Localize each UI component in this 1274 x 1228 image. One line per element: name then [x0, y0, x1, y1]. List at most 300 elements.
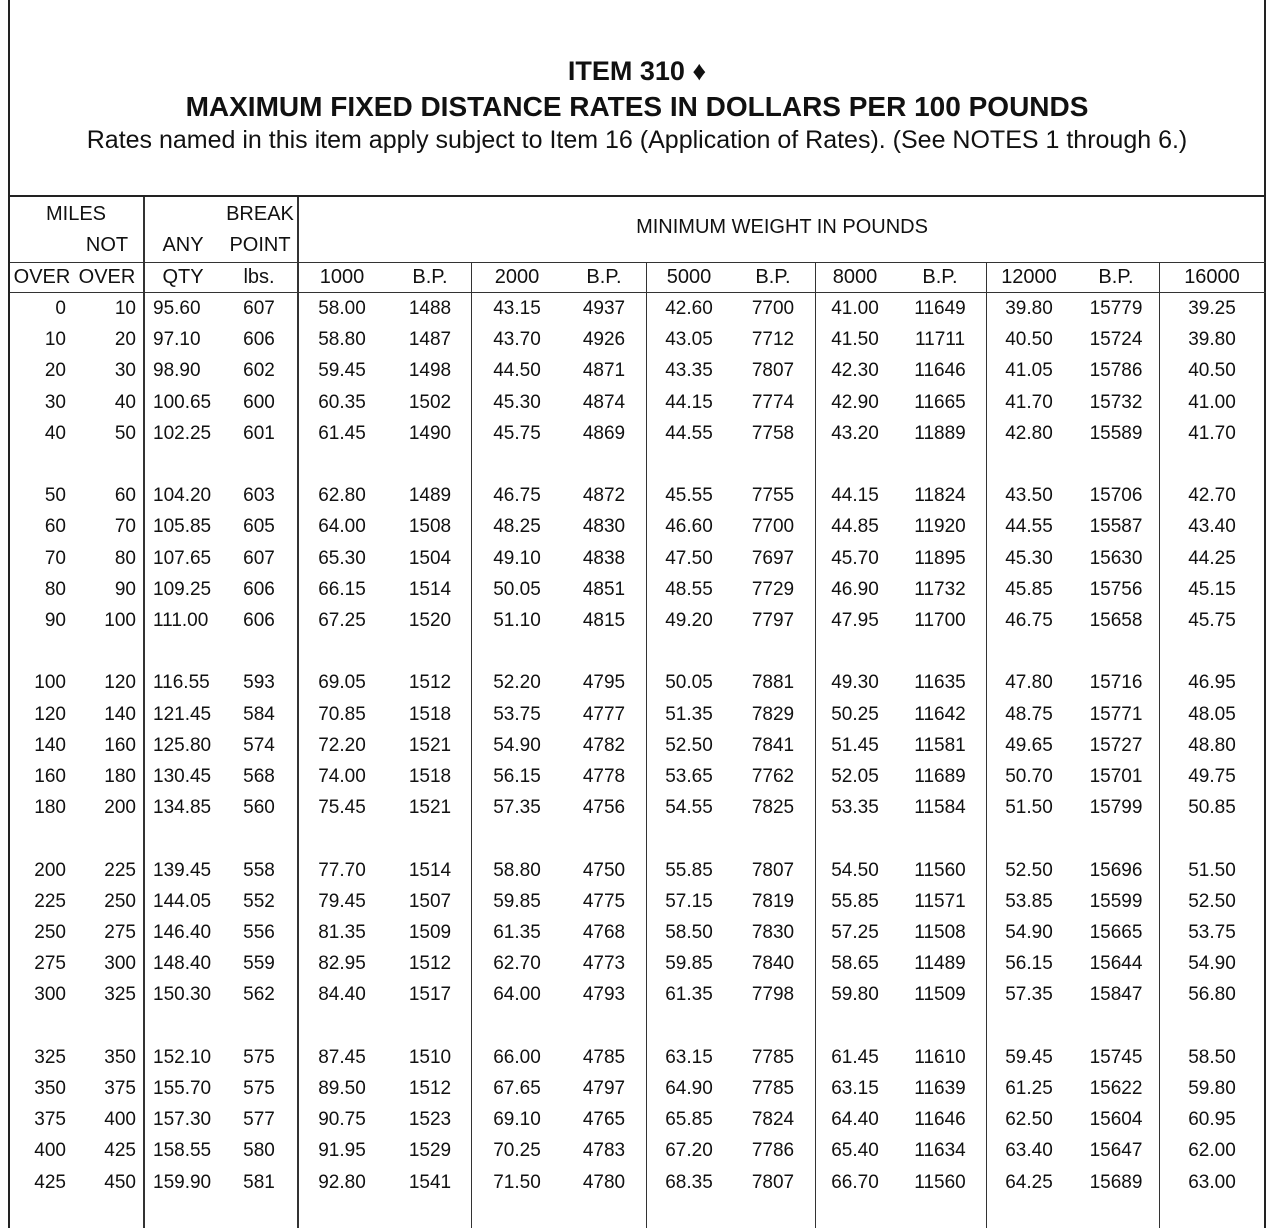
table-cell: 7881 — [751, 672, 795, 694]
table-cell: 44.25 — [1188, 547, 1236, 569]
table-cell: 140 — [34, 734, 66, 756]
table-cell: 102.25 — [153, 422, 212, 444]
table-cell: 74.00 — [318, 766, 366, 787]
table-cell: 30 — [44, 391, 66, 413]
table-cell: 601 — [243, 422, 275, 444]
table-cell: 375 — [104, 1078, 136, 1099]
table-cell: 45.30 — [493, 391, 541, 413]
table-cell: 568 — [243, 766, 275, 787]
table-cell: 52.50 — [1188, 890, 1236, 912]
table-cell: 63.40 — [1005, 1140, 1053, 1162]
table-cell: 15732 — [1089, 391, 1143, 413]
table-cell: 51.45 — [831, 734, 879, 756]
table-cell: 4874 — [582, 391, 626, 413]
table-cell: 20 — [114, 329, 136, 351]
table-cell: 69.10 — [493, 1109, 541, 1131]
table-cell: 603 — [243, 485, 275, 507]
table-cell: 1541 — [408, 1171, 452, 1193]
table-cell: 120 — [104, 672, 136, 694]
table-cell: 50 — [114, 422, 136, 444]
table-cell: 100 — [34, 672, 66, 694]
table-cell: 15689 — [1089, 1171, 1143, 1193]
table-cell: 7840 — [751, 953, 795, 975]
table-cell: 11489 — [914, 953, 966, 975]
table-cell: 150.30 — [153, 984, 212, 1006]
table-cell: 1514 — [408, 859, 452, 881]
table-cell: 4937 — [582, 298, 626, 319]
table-cell: 15589 — [1089, 422, 1143, 444]
table-cell: 15587 — [1089, 516, 1143, 538]
table-cell: 57.25 — [831, 922, 879, 943]
table-cell: 4838 — [582, 547, 626, 569]
table-cell: 44.15 — [831, 485, 879, 507]
table-cell: 11700 — [914, 610, 966, 631]
table-cell: 56.80 — [1188, 984, 1236, 1006]
table-cell: 84.40 — [318, 984, 366, 1006]
table-cell: 54.90 — [1005, 922, 1053, 943]
table-cell: 47.50 — [665, 547, 713, 569]
table-cell: 61.35 — [493, 922, 541, 943]
table-cell: 602 — [243, 360, 275, 382]
table-cell: 146.40 — [153, 922, 212, 943]
table-cell: 15696 — [1089, 859, 1143, 881]
table-cell: 70.25 — [493, 1140, 541, 1162]
table-cell: 15665 — [1089, 922, 1143, 943]
table-cell: 55.85 — [831, 890, 879, 912]
table-cell: 82.95 — [318, 953, 366, 975]
table-cell: 61.25 — [1005, 1078, 1053, 1099]
table-cell: 4785 — [582, 1046, 626, 1068]
table-cell: 98.90 — [153, 360, 201, 382]
table-cell: 1502 — [408, 391, 452, 413]
table-cell: 1507 — [408, 890, 452, 912]
column-divider — [297, 197, 299, 1228]
table-cell: 89.50 — [318, 1078, 366, 1099]
column-header: 2000 — [494, 266, 540, 288]
column-divider — [986, 262, 987, 1228]
table-cell: 148.40 — [153, 953, 212, 975]
table-cell: 61.45 — [831, 1046, 879, 1068]
row-divider — [10, 262, 1266, 263]
column-divider — [1159, 262, 1160, 1228]
table-cell: 1529 — [408, 1140, 452, 1162]
table-cell: 50.05 — [665, 672, 713, 694]
table-cell: 45.15 — [1188, 578, 1236, 600]
table-cell: 66.15 — [318, 578, 366, 600]
table-cell: 558 — [243, 859, 275, 881]
table-cell: 45.30 — [1005, 547, 1053, 569]
table-cell: 116.55 — [153, 672, 210, 694]
table-cell: 15604 — [1089, 1109, 1143, 1131]
table-cell: 1520 — [408, 610, 452, 631]
table-cell: 15706 — [1089, 485, 1143, 507]
table-cell: 11689 — [914, 766, 966, 787]
table-cell: 42.60 — [665, 298, 713, 319]
column-header: 12000 — [1001, 266, 1057, 288]
table-cell: 15779 — [1089, 298, 1143, 319]
not-header: NOT — [85, 234, 129, 256]
table-cell: 559 — [243, 953, 275, 975]
table-cell: 70 — [114, 516, 136, 538]
table-cell: 4851 — [582, 578, 626, 600]
table-cell: 51.10 — [493, 610, 541, 631]
column-header: lbs. — [243, 266, 275, 288]
table-cell: 577 — [243, 1109, 275, 1131]
table-cell: 48.25 — [493, 516, 541, 538]
point-header: POINT — [229, 234, 291, 256]
column-header: 16000 — [1184, 266, 1240, 288]
table-cell: 44.50 — [493, 360, 541, 382]
table-cell: 57.35 — [493, 797, 541, 819]
table-cell: 57.15 — [665, 890, 713, 912]
table-cell: 62.50 — [1005, 1109, 1053, 1131]
table-cell: 11509 — [914, 984, 966, 1006]
table-cell: 11824 — [914, 485, 966, 507]
table-cell: 44.15 — [665, 391, 713, 413]
table-cell: 40.50 — [1188, 360, 1236, 382]
table-cell: 4830 — [582, 516, 626, 538]
table-cell: 43.05 — [665, 329, 713, 351]
table-cell: 7786 — [751, 1140, 795, 1162]
table-cell: 52.50 — [1005, 859, 1053, 881]
table-cell: 580 — [243, 1140, 275, 1162]
table-cell: 64.00 — [493, 984, 541, 1006]
table-cell: 4815 — [582, 610, 626, 631]
table-cell: 56.15 — [1005, 953, 1053, 975]
table-cell: 100 — [104, 610, 136, 631]
table-cell: 4778 — [582, 766, 626, 787]
table-cell: 1490 — [408, 422, 452, 444]
table-cell: 80 — [44, 578, 66, 600]
table-cell: 4871 — [582, 360, 626, 382]
table-cell: 4775 — [582, 890, 626, 912]
table-cell: 15622 — [1089, 1078, 1143, 1099]
table-cell: 7785 — [751, 1046, 795, 1068]
table-cell: 15647 — [1089, 1140, 1143, 1162]
table-cell: 1518 — [408, 703, 452, 725]
table-cell: 48.80 — [1188, 734, 1236, 756]
table-cell: 69.05 — [318, 672, 366, 694]
table-cell: 54.90 — [1188, 953, 1236, 975]
table-cell: 63.15 — [831, 1078, 879, 1099]
table-cell: 160 — [34, 766, 66, 787]
table-cell: 41.70 — [1005, 391, 1053, 413]
table-cell: 225 — [34, 890, 66, 912]
table-cell: 71.50 — [493, 1171, 541, 1193]
table-cell: 11581 — [914, 734, 966, 756]
table-cell: 1521 — [408, 734, 452, 756]
table-cell: 11571 — [914, 890, 966, 912]
column-header: 1000 — [319, 266, 365, 288]
table-cell: 50.70 — [1005, 766, 1053, 787]
table-cell: 15724 — [1089, 329, 1143, 351]
table-cell: 560 — [243, 797, 275, 819]
table-cell: 80 — [114, 547, 136, 569]
table-cell: 60 — [44, 516, 66, 538]
table-cell: 4777 — [582, 703, 626, 725]
table-cell: 121.45 — [153, 703, 212, 725]
table-cell: 43.70 — [493, 329, 541, 351]
table-cell: 275 — [34, 953, 66, 975]
table-cell: 11665 — [914, 391, 966, 413]
table-cell: 111.00 — [153, 610, 209, 631]
column-header: 5000 — [666, 266, 712, 288]
table-cell: 1488 — [408, 298, 452, 319]
table-cell: 39.80 — [1005, 298, 1053, 319]
table-cell: 7762 — [751, 766, 795, 787]
table-cell: 606 — [243, 329, 275, 351]
table-cell: 575 — [243, 1046, 275, 1068]
table-cell: 50.05 — [493, 578, 541, 600]
table-cell: 79.45 — [318, 890, 366, 912]
table-cell: 1508 — [408, 516, 452, 538]
table-cell: 58.50 — [665, 922, 713, 943]
table-cell: 45.55 — [665, 485, 713, 507]
table-cell: 51.50 — [1188, 859, 1236, 881]
table-cell: 45.75 — [493, 422, 541, 444]
table-cell: 49.30 — [831, 672, 879, 694]
table-cell: 15771 — [1089, 703, 1143, 725]
table-cell: 158.55 — [153, 1140, 212, 1162]
column-header: OVER — [13, 266, 71, 288]
table-cell: 43.20 — [831, 422, 879, 444]
table-cell: 15756 — [1089, 578, 1143, 600]
table-cell: 48.05 — [1188, 703, 1236, 725]
table-cell: 59.85 — [665, 953, 713, 975]
table-cell: 400 — [34, 1140, 66, 1162]
table-cell: 61.45 — [318, 422, 366, 444]
table-cell: 15786 — [1089, 360, 1143, 382]
table-cell: 425 — [34, 1171, 66, 1193]
column-header: 8000 — [832, 266, 878, 288]
table-cell: 152.10 — [153, 1046, 212, 1068]
table-cell: 64.00 — [318, 516, 366, 538]
column-header: B.P. — [1098, 266, 1134, 288]
table-cell: 63.00 — [1188, 1171, 1236, 1193]
table-cell: 64.90 — [665, 1078, 713, 1099]
table-cell: 104.20 — [153, 485, 212, 507]
table-cell: 62.80 — [318, 485, 366, 507]
table-cell: 4926 — [582, 329, 626, 351]
table-cell: 53.75 — [493, 703, 541, 725]
table-cell: 4783 — [582, 1140, 626, 1162]
item-header — [10, 0, 1264, 197]
table-cell: 4872 — [582, 485, 626, 507]
table-cell: 68.35 — [665, 1171, 713, 1193]
table-cell: 54.55 — [665, 797, 713, 819]
table-cell: 58.65 — [831, 953, 879, 975]
table-cell: 87.45 — [318, 1046, 366, 1068]
table-cell: 1498 — [408, 360, 452, 382]
table-cell: 4795 — [582, 672, 626, 694]
table-cell: 375 — [34, 1109, 66, 1131]
table-cell: 46.75 — [1005, 610, 1053, 631]
table-cell: 75.45 — [318, 797, 366, 819]
table-cell: 42.90 — [831, 391, 879, 413]
table-cell: 45.85 — [1005, 578, 1053, 600]
table-cell: 63.15 — [665, 1046, 713, 1068]
table-cell: 350 — [104, 1046, 136, 1068]
table-cell: 7712 — [751, 329, 795, 351]
column-header: B.P. — [412, 266, 448, 288]
table-cell: 66.70 — [831, 1171, 879, 1193]
item-number: ITEM 310 ♦ — [567, 56, 707, 86]
table-cell: 1509 — [408, 922, 452, 943]
table-cell: 44.55 — [665, 422, 713, 444]
table-cell: 54.90 — [493, 734, 541, 756]
table-cell: 59.80 — [1188, 1078, 1236, 1099]
table-cell: 48.55 — [665, 578, 713, 600]
table-cell: 90 — [114, 578, 136, 600]
break-header: BREAK — [226, 203, 294, 225]
table-cell: 49.65 — [1005, 734, 1053, 756]
table-cell: 7830 — [751, 922, 795, 943]
table-cell: 10 — [44, 329, 66, 351]
min-weight-header: MINIMUM WEIGHT IN POUNDS — [636, 216, 928, 238]
table-cell: 1504 — [408, 547, 452, 569]
table-cell: 7797 — [751, 610, 795, 631]
table-cell: 45.75 — [1188, 610, 1236, 631]
table-cell: 77.70 — [318, 859, 366, 881]
table-cell: 65.40 — [831, 1140, 879, 1162]
table-cell: 43.40 — [1188, 516, 1236, 538]
table-cell: 91.95 — [318, 1140, 366, 1162]
table-cell: 20 — [44, 360, 66, 382]
table-cell: 52.20 — [493, 672, 541, 694]
column-divider — [815, 262, 816, 1228]
table-cell: 65.85 — [665, 1109, 713, 1131]
table-cell: 581 — [243, 1171, 275, 1193]
table-cell: 160 — [104, 734, 136, 756]
table-cell: 55.85 — [665, 859, 713, 881]
table-cell: 15847 — [1089, 984, 1143, 1006]
table-cell: 62.70 — [493, 953, 541, 975]
table-cell: 49.75 — [1188, 766, 1236, 787]
table-cell: 425 — [104, 1140, 136, 1162]
table-cell: 350 — [34, 1078, 66, 1099]
table-cell: 7700 — [751, 516, 795, 538]
table-cell: 605 — [243, 516, 275, 538]
table-cell: 43.50 — [1005, 485, 1053, 507]
table-cell: 7807 — [751, 360, 795, 382]
table-cell: 105.85 — [153, 516, 212, 538]
table-cell: 4793 — [582, 984, 626, 1006]
table-cell: 52.50 — [665, 734, 713, 756]
table-cell: 11889 — [914, 422, 966, 444]
table-cell: 56.15 — [493, 766, 541, 787]
table-cell: 51.35 — [665, 703, 713, 725]
table-cell: 46.60 — [665, 516, 713, 538]
table-cell: 41.50 — [831, 329, 879, 351]
table-cell: 67.65 — [493, 1078, 541, 1099]
table-cell: 593 — [243, 672, 275, 694]
column-header: OVER — [78, 266, 136, 288]
table-cell: 61.35 — [665, 984, 713, 1006]
table-cell: 58.80 — [318, 329, 366, 351]
table-cell: 109.25 — [153, 578, 212, 600]
table-cell: 44.85 — [831, 516, 879, 538]
table-cell: 325 — [34, 1046, 66, 1068]
table-cell: 15701 — [1089, 766, 1143, 787]
table-cell: 53.75 — [1188, 922, 1236, 943]
table-cell: 4765 — [582, 1109, 626, 1131]
table-cell: 60.35 — [318, 391, 366, 413]
table-cell: 59.85 — [493, 890, 541, 912]
table-cell: 67.20 — [665, 1140, 713, 1162]
table-cell: 46.95 — [1188, 672, 1236, 694]
table-cell: 225 — [104, 859, 136, 881]
table-cell: 70 — [44, 547, 66, 569]
table-cell: 47.95 — [831, 610, 879, 631]
table-cell: 606 — [243, 610, 275, 631]
table-cell: 95.60 — [153, 298, 201, 319]
page-subtitle: Rates named in this item apply subject to Item 16 (Application of Rates). (See NOTES 1 through 6.) — [86, 126, 1188, 154]
table-cell: 41.00 — [1188, 391, 1236, 413]
table-cell: 4780 — [582, 1171, 626, 1193]
table-cell: 1514 — [408, 578, 452, 600]
table-cell: 107.65 — [153, 547, 212, 569]
page-title: MAXIMUM FIXED DISTANCE RATES IN DOLLARS PER 100 POUNDS — [185, 91, 1089, 122]
table-cell: 97.10 — [153, 329, 201, 351]
table-cell: 60.95 — [1188, 1109, 1236, 1131]
table-cell: 50.85 — [1188, 797, 1236, 819]
table-cell: 0 — [55, 298, 66, 319]
table-cell: 47.80 — [1005, 672, 1053, 694]
table-cell: 58.80 — [493, 859, 541, 881]
table-cell: 139.45 — [153, 859, 212, 881]
table-cell: 53.65 — [665, 766, 713, 787]
table-cell: 4869 — [582, 422, 626, 444]
column-divider — [143, 197, 145, 1228]
table-cell: 574 — [243, 734, 275, 756]
table-cell: 44.55 — [1005, 516, 1053, 538]
table-cell: 30 — [114, 360, 136, 382]
table-cell: 51.50 — [1005, 797, 1053, 819]
table-cell: 250 — [34, 922, 66, 943]
table-cell: 11646 — [914, 1109, 966, 1131]
table-cell: 11642 — [914, 703, 966, 725]
table-cell: 40 — [114, 391, 136, 413]
table-cell: 72.20 — [318, 734, 366, 756]
table-cell: 7785 — [751, 1078, 795, 1099]
table-cell: 11646 — [914, 360, 966, 382]
table-cell: 7729 — [751, 578, 795, 600]
table-cell: 49.10 — [493, 547, 541, 569]
table-cell: 50.25 — [831, 703, 879, 725]
table-cell: 40 — [44, 422, 66, 444]
table-cell: 300 — [34, 984, 66, 1006]
table-cell: 10 — [114, 298, 136, 319]
table-cell: 134.85 — [153, 797, 212, 819]
table-cell: 11895 — [914, 547, 966, 569]
table-cell: 64.25 — [1005, 1171, 1053, 1193]
table-cell: 50 — [44, 485, 66, 507]
table-cell: 11649 — [914, 298, 966, 319]
table-cell: 15799 — [1089, 797, 1143, 819]
table-cell: 46.90 — [831, 578, 879, 600]
table-cell: 7807 — [751, 1171, 795, 1193]
table-cell: 1521 — [408, 797, 452, 819]
table-cell: 59.80 — [831, 984, 879, 1006]
table-cell: 11711 — [914, 329, 966, 351]
miles-header: MILES — [45, 203, 107, 225]
table-cell: 53.35 — [831, 797, 879, 819]
table-cell: 92.80 — [318, 1171, 366, 1193]
table-cell: 57.35 — [1005, 984, 1053, 1006]
table-cell: 90.75 — [318, 1109, 366, 1131]
table-cell: 1512 — [408, 953, 452, 975]
column-divider — [471, 262, 472, 1228]
